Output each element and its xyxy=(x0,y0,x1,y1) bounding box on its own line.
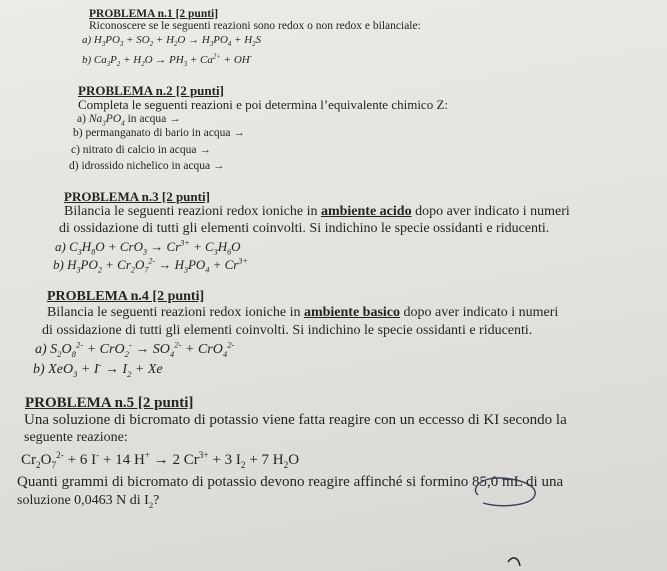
problem-5-text-line-3: Quanti grammi di bicromato di potassio devono reagire affinché si formino 85,0 mL di una xyxy=(17,474,564,490)
problem-4-equation-a: a) $S_2O_8^{2-} + CrO_2^- \to SO_4^{2-} + CrO_4^{2-}$ xyxy=(35,339,235,359)
item-a-label: a) xyxy=(77,113,86,125)
problem-5-text-line-1: Una soluzione di bicromato di potassio viene fatta reagire con un eccesso di KI secondo la xyxy=(24,412,567,428)
problem-3-text-post: dopo aver indicato i numeri xyxy=(411,204,570,219)
problem-2-item-c: c) nitrato di calcio in acqua → xyxy=(71,144,211,156)
problem-3-text-line-2: di ossidazione di tutti gli elementi coinvolti. Si indichino le specie ossidanti e riducenti. xyxy=(59,221,550,236)
problem-3-title: PROBLEMA n.3 [2 punti] xyxy=(64,189,210,204)
problem-5-text-line-4: soluzione 0,0463 N di $I_2$? xyxy=(17,493,160,510)
problem-4-text-post: dopo aver indicato i numeri xyxy=(400,305,559,320)
problem-3-text-pre: Bilancia le seguenti reazioni redox ioniche in xyxy=(64,204,321,219)
problem-3-equation-a: a) $C_3H_8O + CrO_3 \to Cr^{3+} + C_3H_6O$ xyxy=(55,238,241,257)
problem-4-environment: ambiente basico xyxy=(303,305,401,320)
problem-4-title: PROBLEMA n.4 [2 punti] xyxy=(47,289,205,304)
problem-5-text-line-4-body: soluzione 0,0463 N di I xyxy=(17,493,149,508)
problem-3-environment: ambiente acido xyxy=(320,204,412,219)
equation-a-label: a) xyxy=(82,34,92,46)
equation-b-label: b) xyxy=(53,257,64,272)
problem-1-text: Riconoscere se le seguenti reazioni sono redox o non redox e bilanciale: xyxy=(89,20,421,32)
problem-5-equation: $Cr_2O_7^{2-} + 6$ I- + 14 H+ → 2 $Cr^{3+} + 3$ $I_2 + 7$ $H_2O$ xyxy=(21,451,300,471)
problem-4-text-line-2: di ossidazione di tutti gli elementi coinvolti. Si indichino le specie ossidanti e riducenti. xyxy=(42,323,533,338)
problem-2-title: PROBLEMA n.2 [2 punti] xyxy=(78,83,224,98)
equation-b-label: b) xyxy=(82,54,92,66)
equation-a-label: a) xyxy=(55,239,66,254)
problem-5-title: PROBLEMA n.5 [2 punti] xyxy=(25,395,194,411)
problem-4-text-pre: Bilancia le seguenti reazioni redox ioniche in xyxy=(47,305,304,320)
problem-5-text-line-2: seguente reazione: xyxy=(24,430,128,445)
problem-4-equation-b: b) $XeO_3 + I^- \to I_2 + Xe$ xyxy=(33,359,163,379)
item-a-text: in acqua → xyxy=(127,113,181,125)
problem-1-title: PROBLEMA n.1 [2 punti] xyxy=(89,8,219,20)
problem-2-item-a: a) $Na_3PO_4$ in acqua → xyxy=(77,113,181,128)
problem-1-equation-a: a) $H_3PO_3 + SO_2 + H_2O \to H_3PO_4 + H_2S$ xyxy=(82,34,262,49)
problem-2-item-d: d) idrossido nichelico in acqua → xyxy=(69,160,225,172)
problem-3-equation-b: b) $H_3PO_2 + Cr_2O_7^{2-} \to H_3PO_4 + Cr^{3+}$ xyxy=(53,256,248,275)
problem-2-text: Completa le seguenti reazioni e poi determina l’equivalente chimico Z: xyxy=(78,97,449,112)
equation-b-label: b) xyxy=(33,362,45,377)
problem-1-equation-b: b) $Ca_3P_2 + H_2O \to PH_3 + Ca^{2+} + OH^-$ xyxy=(82,53,252,69)
equation-a-label: a) xyxy=(35,342,47,357)
problem-2-item-b: b) permanganato di bario in acqua → xyxy=(73,127,245,139)
